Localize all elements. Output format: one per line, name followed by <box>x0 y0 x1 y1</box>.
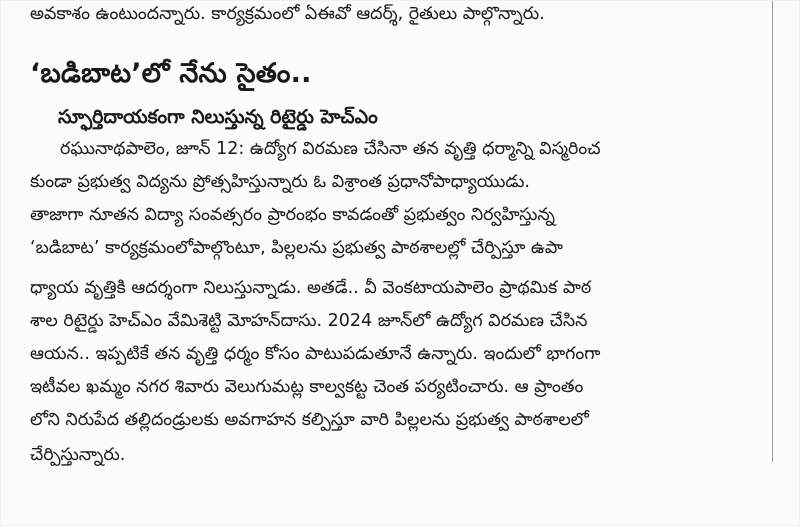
article-headline: ‘బడిబాట’లో నేను సైతం.. <box>30 58 312 89</box>
body-line: ధ్యాయ వృత్తికి ఆదర్శంగా నిలుస్తున్నాడు. అతడే.. వీ వెంకటాయపాలెం ప్రాథమిక పాఠ <box>30 278 592 298</box>
body-line: ఆయన.. ఇప్పటికే తన వృత్తి ధర్మం కోసం పాటుపడుతూనే ఉన్నారు. ఇందులో భాగంగా <box>30 344 601 364</box>
previous-article-last-line: అవకాశం ఉంటుందన్నారు. కార్యక్రమంలో ఏఈవో ఆదర్శ్, రైతులు పాల్గొన్నారు. <box>30 4 545 24</box>
body-line: రఘునాథపాలెం, జూన్ 12: ఉద్యోగ విరమణ చేసినా తన వృత్తి ధర్మాన్ని విస్మరించ <box>60 139 601 159</box>
body-line: ఇటీవల ఖమ్మం నగర శివారు వెలుగుమట్ల కాల్వకట్ట చెంత పర్యటించారు. ఆ ప్రాంతం <box>30 377 584 397</box>
body-line: కుండా ప్రభుత్వ విద్యను ప్రోత్సహిస్తున్నారు ఓ విశ్రాంత ప్రధానోపాధ్యాయుడు. <box>30 172 530 192</box>
article-subheadline: స్ఫూర్తిదాయకంగా నిలుస్తున్న రిటైర్డు హెచ్‌ఎం <box>58 106 378 128</box>
body-line: తాజాగా నూతన విద్యా సంవత్సరం ప్రారంభం కావడంతో ప్రభుత్వం నిర్వహిస్తున్న <box>30 205 555 225</box>
column-divider <box>772 0 773 462</box>
body-line: శాల రిటైర్డు హెచ్‌ఎం వేమిశెట్టి మోహన్‌దాసు. 2024 జూన్‌లో ఉద్యోగ విరమణ చేసిన <box>30 311 588 331</box>
body-line: చేర్పిస్తున్నారు. <box>30 445 126 465</box>
body-line: లోని నిరుపేద తల్లిదండ్రులకు అవగాహన కల్పిస్తూ వారి పిల్లలను ప్రభుత్వ పాఠశాలలో <box>30 410 589 430</box>
body-line: ‘బడిబాట’ కార్యక్రమంలోపాల్గొంటూ, పిల్లలను ప్రభుత్వ పాఠశాలల్లో చేర్పిస్తూ ఉపా <box>30 238 563 258</box>
